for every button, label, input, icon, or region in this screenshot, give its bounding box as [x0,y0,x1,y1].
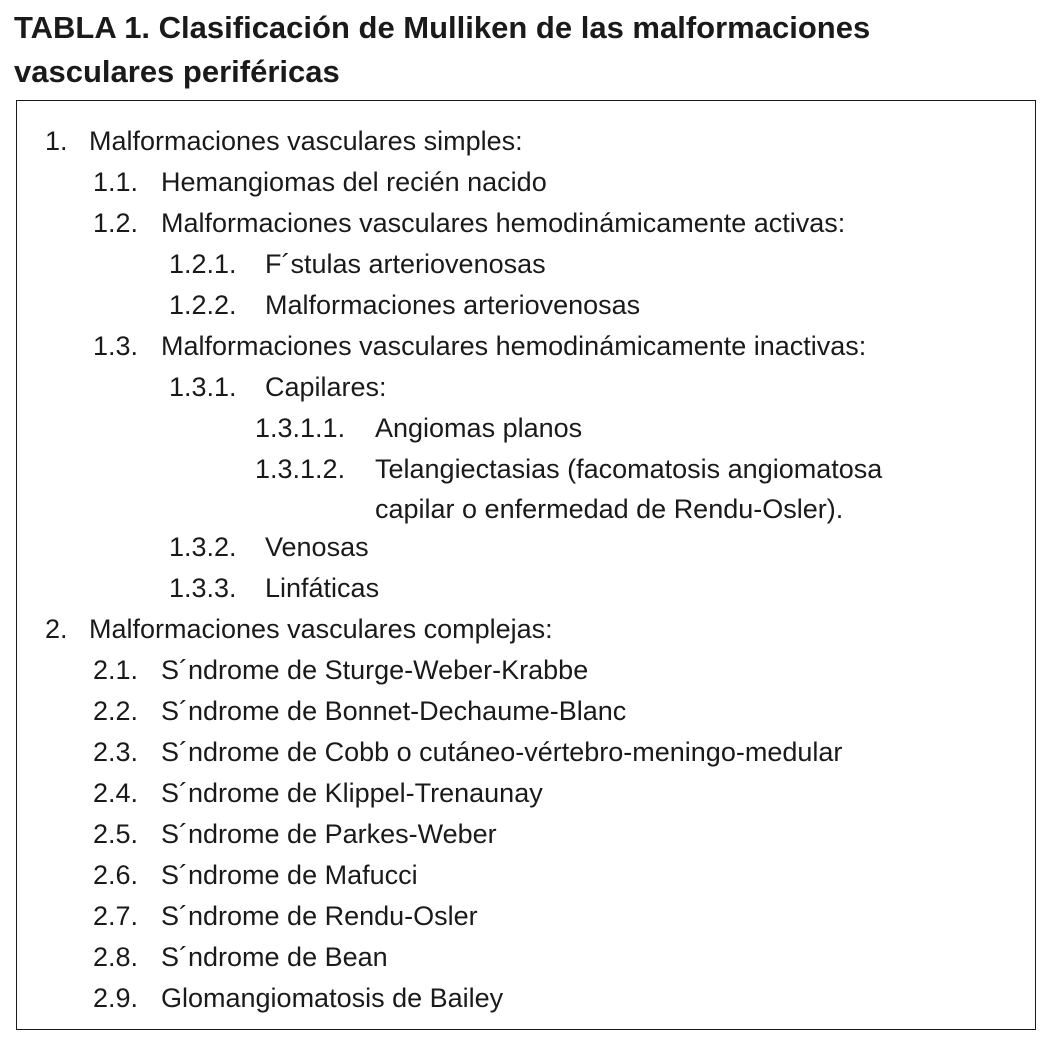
item-number: 2.5. [93,819,139,849]
classification-table [16,100,1036,1030]
item-label: S´ndrome de Sturge-Weber-Krabbe [161,655,589,685]
item-label: Hemangiomas del recién nacido [161,167,547,197]
item-number: 1.3.1.1. [255,413,346,443]
item-number: 2.4. [93,778,139,808]
item-number: 1.3.3. [169,573,237,603]
item-label: Malformaciones vasculares hemodinámicamente inactivas: [161,331,867,361]
item-label-continuation: capilar o enfermedad de Rendu-Osler). [375,494,844,524]
item-number: 1.3.2. [169,532,237,562]
table-title [14,6,1034,94]
item-label: Telangiectasias (facomatosis angiomatosa [375,454,883,484]
item-label: S´ndrome de Mafucci [161,860,418,890]
item-number: 1. [45,126,68,156]
item-number: 2. [45,614,68,644]
table-title-line-2: vasculares periféricas [14,54,340,89]
item-label: Venosas [265,532,369,562]
item-label: S´ndrome de Bean [161,942,388,972]
table-title-line-1: TABLA 1. Clasificación de Mulliken de las malformaciones [14,10,871,45]
item-number: 1.2. [93,208,139,238]
item-label: Malformaciones arteriovenosas [265,290,641,320]
item-label: Angiomas planos [375,413,583,443]
item-label: S´ndrome de Klippel-Trenaunay [161,778,543,808]
item-number: 2.6. [93,860,139,890]
item-label: Linfáticas [265,573,380,603]
item-number: 1.2.1. [169,249,237,279]
item-number: 1.3.1. [169,372,237,402]
item-number: 1.3. [93,331,139,361]
item-number: 2.2. [93,696,139,726]
item-number: 2.3. [93,737,139,767]
item-label: S´ndrome de Cobb o cutáneo-vértebro-meningo-medular [161,737,843,767]
item-label: Malformaciones vasculares hemodinámicamente activas: [161,208,846,238]
item-number: 2.9. [93,983,139,1013]
item-number: 1.2.2. [169,290,237,320]
item-label: Malformaciones vasculares simples: [89,126,523,156]
item-number: 1.3.1.2. [255,454,346,484]
item-label: S´ndrome de Bonnet-Dechaume-Blanc [161,696,627,726]
item-number: 2.8. [93,942,139,972]
item-label: Capilares: [265,372,387,402]
item-label: Glomangiomatosis de Bailey [161,983,504,1013]
item-number: 2.7. [93,901,139,931]
item-number: 1.1. [93,167,139,197]
item-label: F´stulas arteriovenosas [265,249,546,279]
item-label: Malformaciones vasculares complejas: [89,614,553,644]
item-label: S´ndrome de Rendu-Osler [161,901,478,931]
item-label: S´ndrome de Parkes-Weber [161,819,497,849]
item-number: 2.1. [93,655,139,685]
